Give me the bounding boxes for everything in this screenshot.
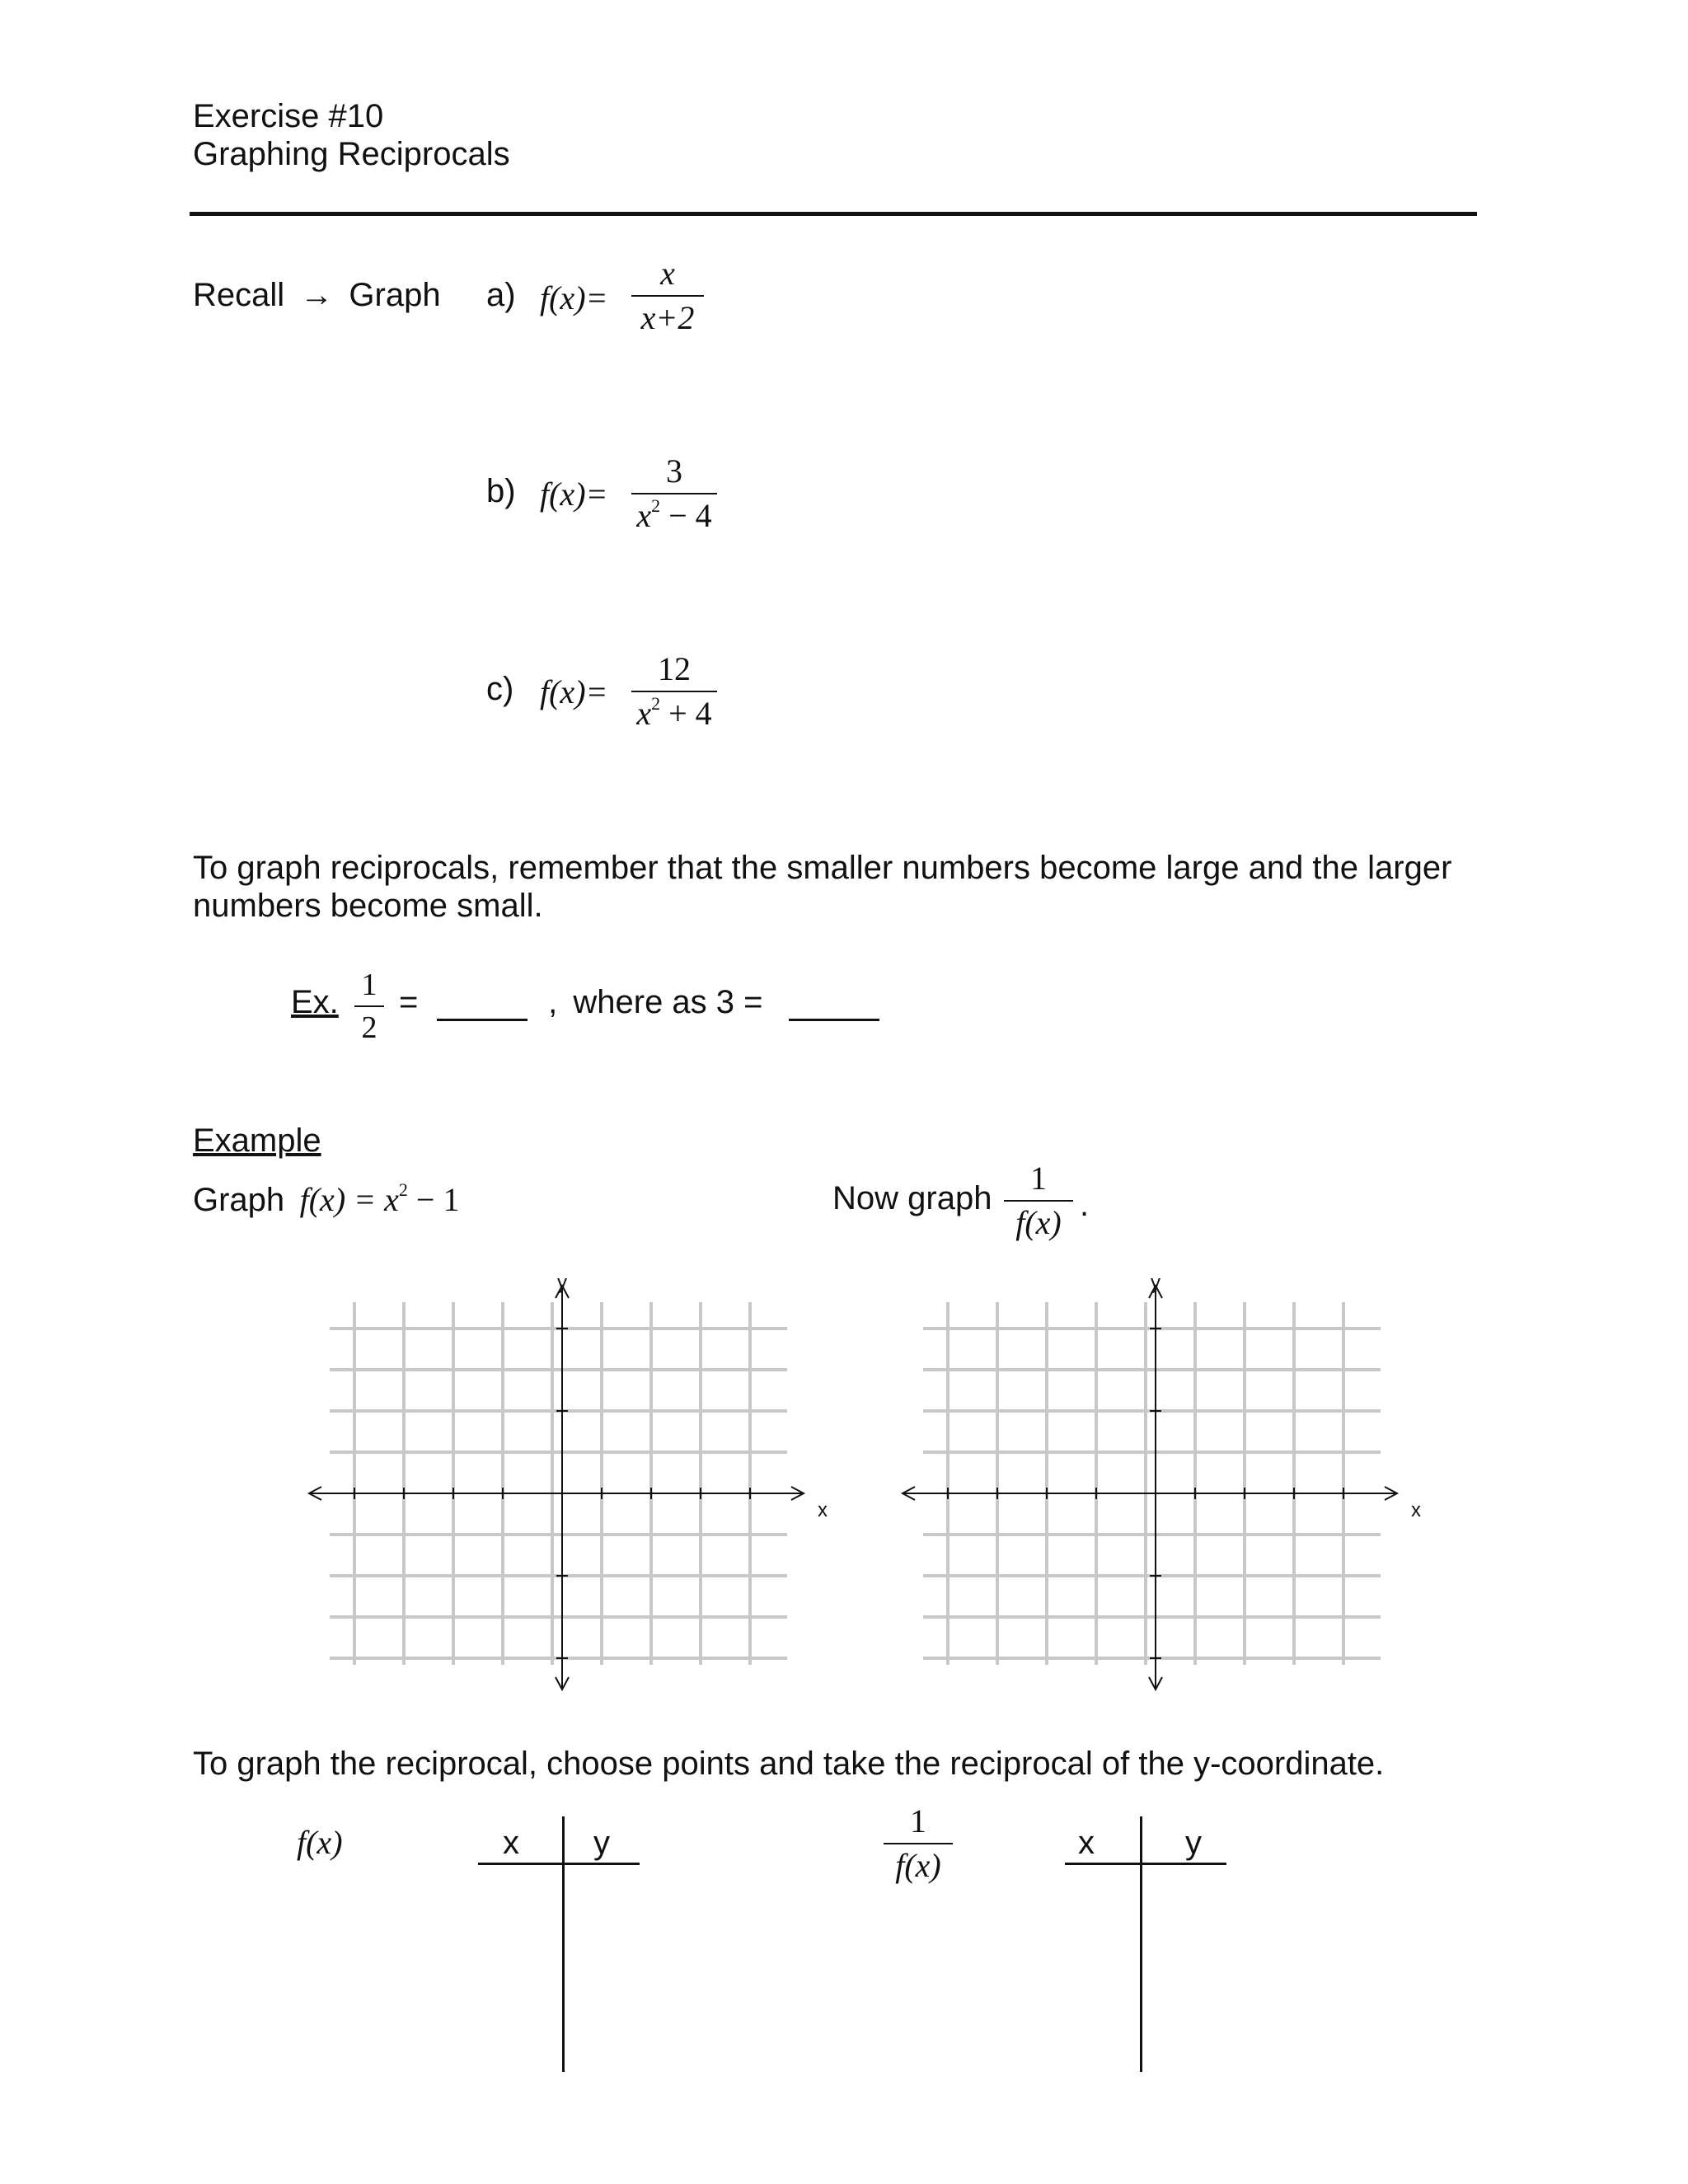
item-a-lhs: f(x)= <box>540 279 608 316</box>
item-b-lhs: f(x)= <box>540 476 608 513</box>
axes <box>309 1286 804 1690</box>
example-heading: Example <box>193 1122 321 1159</box>
left-table-header-line <box>478 1863 640 1865</box>
fraction-bar <box>1004 1200 1073 1202</box>
grid-lines <box>923 1302 1381 1665</box>
example-function <box>193 1180 459 1219</box>
recall-word: Recall <box>193 277 285 313</box>
fraction-denominator: 2 <box>361 1010 377 1045</box>
fraction-numerator: 12 <box>658 650 691 687</box>
den-rest: + 4 <box>660 695 712 732</box>
right-table-header-line <box>1065 1863 1226 1865</box>
grid-lines <box>330 1302 787 1665</box>
left-table-divider <box>562 1816 565 2072</box>
item-b-letter: b) <box>486 473 516 509</box>
ex-comma: , <box>548 984 558 1020</box>
exercise-title: Exercise #10 <box>193 98 384 134</box>
fraction-denominator <box>631 693 717 732</box>
fraction-bar <box>631 493 717 494</box>
fraction-bar <box>631 295 704 297</box>
fraction-denominator <box>631 495 717 534</box>
x-axis-label: x <box>818 1499 828 1521</box>
den-base: x <box>636 695 652 732</box>
instruction-line-2: numbers become small. <box>193 888 543 924</box>
left-table-col-y: y <box>593 1825 610 1861</box>
fx-expression <box>300 1181 460 1218</box>
left-table-label: f(x) <box>297 1824 343 1861</box>
fraction-denominator: f(x) <box>1015 1204 1062 1241</box>
exercise-subtitle: Graphing Reciprocals <box>193 136 510 172</box>
item-b-fraction <box>631 452 717 534</box>
left-table-col-x: x <box>503 1825 519 1861</box>
fraction-numerator: 1 <box>910 1802 926 1840</box>
ex-fraction <box>354 969 384 1043</box>
instruction-paragraph <box>193 849 1451 925</box>
fraction-numerator: 1 <box>1030 1160 1047 1197</box>
header <box>193 97 510 173</box>
den-exponent: 2 <box>651 495 661 516</box>
ex-answer-line <box>437 984 879 1021</box>
ex-equals: = <box>399 984 419 1020</box>
answer-blank-1[interactable] <box>437 989 528 1021</box>
item-c-fraction <box>631 650 717 732</box>
item-a-letter: a) <box>486 277 516 313</box>
graph-word: Graph <box>193 1182 285 1218</box>
fx-base: f(x) = x <box>299 1181 399 1218</box>
y-axis-label: y <box>1151 1272 1160 1294</box>
item-a-fraction <box>631 257 704 335</box>
fraction-denominator: x+2 <box>640 299 695 336</box>
ex-middle-text: where as 3 = <box>573 984 763 1020</box>
graph-word: Graph <box>349 277 441 313</box>
x-axis-label: x <box>1411 1499 1421 1521</box>
recip-fraction <box>1004 1162 1073 1240</box>
right-graph-grid[interactable] <box>898 1269 1442 1706</box>
recall-label <box>193 277 441 314</box>
instruction-2: To graph the reciprocal, choose points and take the reciprocal of the y-coordinate. <box>193 1746 1385 1782</box>
header-divider <box>190 212 1477 216</box>
fx-exponent: 2 <box>398 1179 408 1200</box>
right-table-divider <box>1140 1816 1142 2072</box>
fraction-bar <box>631 691 717 692</box>
arrow-icon: → <box>300 277 334 313</box>
right-table-col-y: y <box>1185 1825 1202 1861</box>
fraction-bar <box>354 1005 384 1007</box>
right-table-col-x: x <box>1078 1825 1095 1861</box>
fraction-denominator: f(x) <box>895 1847 941 1884</box>
now-graph-label: Now graph <box>832 1180 992 1216</box>
instruction-line-1: To graph reciprocals, remember that the smaller numbers become large and the larger <box>193 850 1452 886</box>
den-rest: − 4 <box>660 497 712 534</box>
fraction-numerator: 1 <box>361 968 377 1002</box>
right-table-label <box>884 1802 953 1884</box>
item-c-lhs: f(x)= <box>540 673 608 710</box>
recip-period: . <box>1080 1187 1090 1223</box>
den-exponent: 2 <box>651 693 661 714</box>
axes <box>903 1286 1397 1690</box>
den-base: x <box>636 497 652 534</box>
item-c-letter: c) <box>486 671 514 707</box>
fraction-numerator: x <box>660 255 675 292</box>
answer-blank-2[interactable] <box>789 989 879 1021</box>
left-graph-grid[interactable] <box>305 1269 849 1706</box>
fx-rest: − 1 <box>407 1181 460 1218</box>
ex-label: Ex. <box>291 984 339 1020</box>
fraction-bar <box>884 1843 953 1844</box>
fraction-numerator: 3 <box>666 452 682 490</box>
y-axis-label: y <box>557 1272 567 1294</box>
